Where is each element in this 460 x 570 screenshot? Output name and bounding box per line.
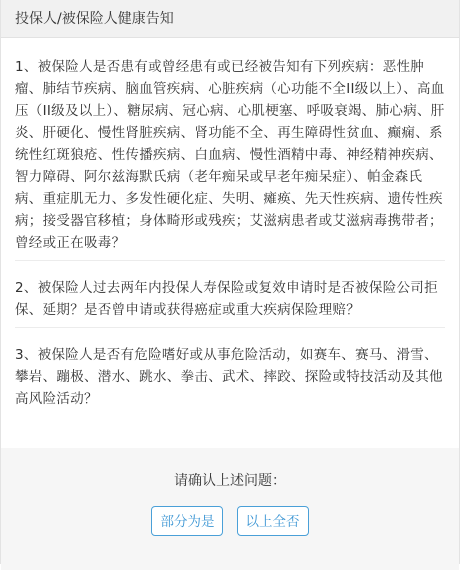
questions-list — [1, 38, 459, 416]
question-3: 3、被保险人是否有危险嗜好或从事危险活动，如赛车、赛马、滑雪、攀岩、蹦极、潜水、跳水、拳击、武术、摔跤、探险或特技活动及其他高风险活动？ — [15, 347, 443, 407]
page-header — [1, 0, 459, 38]
page-title: 投保人/被保险人健康告知 — [15, 11, 174, 27]
question-1: 1、被保险人是否患有或曾经患有或已经被告知有下列疾病：恶性肿瘤、肺结节疾病、脑血管疾病、心脏疾病（心功能不全II级以上）、高血压（II级及以上）、糖尿病、冠心病、心肌梗塞、呼吸衰竭、肺心病、肝炎、肝硬化、慢性肾脏疾病、肾功能不全、再生障碍性贫血、癫痫、系统性红斑狼疮、性传播疾病、白血病、慢性酒精中毒、神经精神疾病、智力障碍、阿尔兹海默氏病（老年痴呆或早老年痴呆症）、帕金森氏病、重症肌无力、多发性硬化症、失明、瘫痪、先天性疾病、遗传性疾病；接受器官移植；身体畸形或残疾；艾滋病患者或艾滋病毒携带者；曾经或正在吸毒？ — [15, 38, 445, 261]
confirm-buttons — [1, 506, 459, 536]
confirm-section — [1, 448, 459, 570]
confirm-prompt: 请确认上述问题： — [174, 473, 286, 489]
all-no-button[interactable]: 以上全否 — [237, 506, 309, 536]
partial-yes-button[interactable]: 部分为是 — [151, 506, 223, 536]
question-2: 2、被保险人过去两年内投保人寿保险或复效申请时是否被保险公司拒保、延期？是否曾申请或获得癌症或重大疾病保险理赔？ — [15, 261, 445, 328]
